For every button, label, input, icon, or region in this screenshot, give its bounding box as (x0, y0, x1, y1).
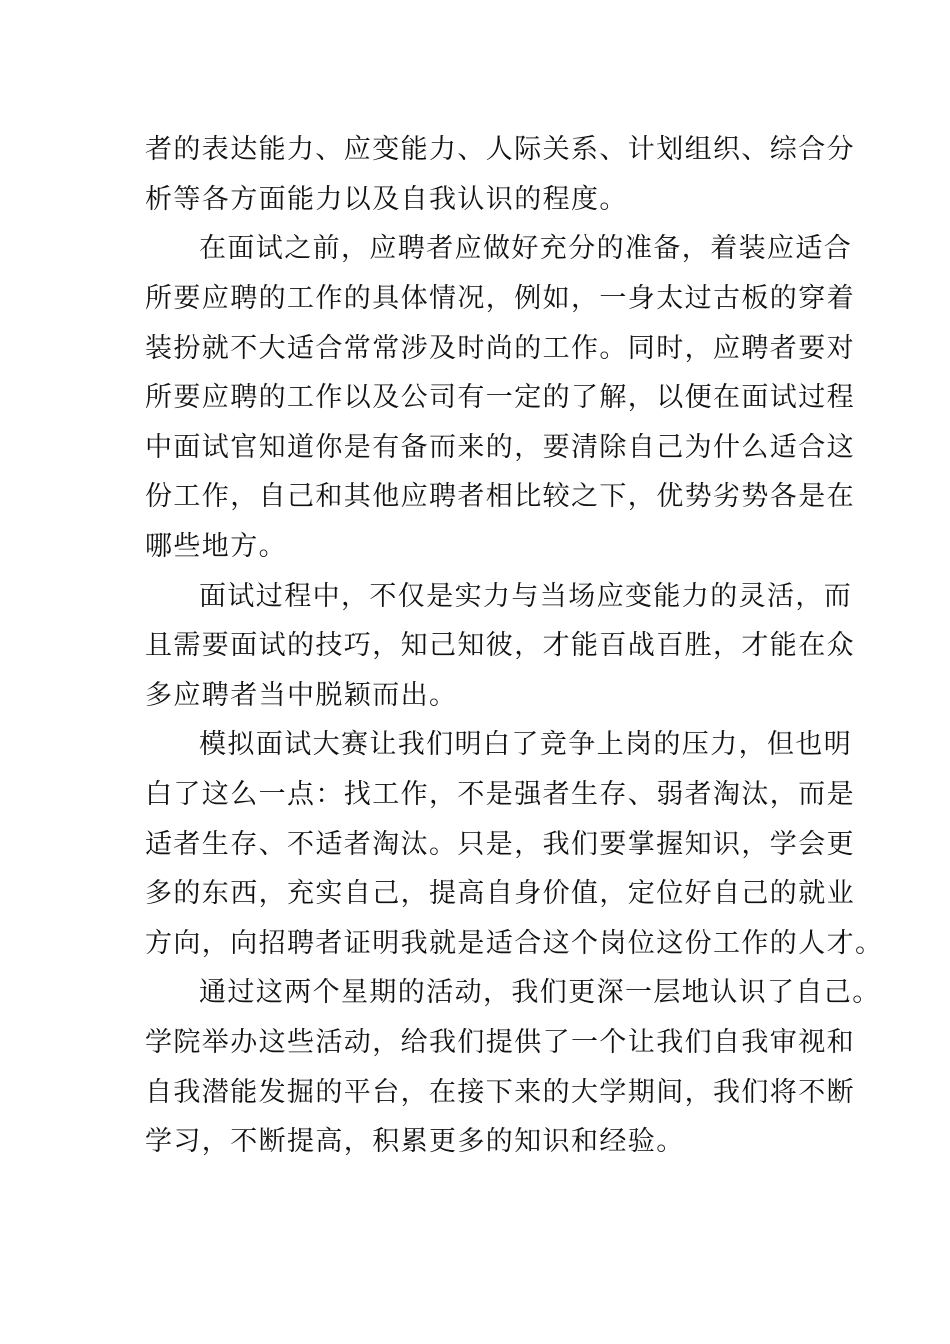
text-line: 且需要面试的技巧，知己知彼，才能百战百胜，才能在众 (145, 630, 855, 661)
paragraph-first-line: 模拟面试大赛让我们明白了竞争上岗的压力，但也明 (199, 729, 853, 760)
paragraph-first-line: 通过这两个星期的活动，我们更深一层地认识了自己。 (199, 977, 881, 1008)
text-line: 方向，向招聘者证明我就是适合这个岗位这份工作的人才。 (145, 928, 884, 959)
text-line: 中面试官知道你是有备而来的，要清除自己为什么适合这 (145, 432, 855, 463)
text-line: 哪些地方。 (145, 531, 287, 562)
paragraph-first-line: 在面试之前，应聘者应做好充分的准备，着装应适合 (199, 233, 853, 264)
text-line: 多的东西，充实自己，提高自身价值，定位好自己的就业 (145, 878, 855, 909)
text-line: 学院举办这些活动，给我们提供了一个让我们自我审视和 (145, 1027, 855, 1058)
text-line: 自我潜能发掘的平台，在接下来的大学期间，我们将不断 (145, 1077, 855, 1108)
text-line: 所要应聘的工作的具体情况，例如，一身太过古板的穿着 (145, 283, 855, 314)
text-line: 者的表达能力、应变能力、人际关系、计划组织、综合分 (145, 134, 855, 165)
text-line: 装扮就不大适合常常涉及时尚的工作。同时，应聘者要对 (145, 333, 855, 364)
paragraph-first-line: 面试过程中，不仅是实力与当场应变能力的灵活，而 (199, 581, 853, 612)
text-line: 适者生存、不适者淘汰。只是，我们要掌握知识，学会更 (145, 829, 855, 860)
text-line: 份工作，自己和其他应聘者相比较之下，优势劣势各是在 (145, 481, 855, 512)
text-line: 析等各方面能力以及自我认识的程度。 (145, 184, 628, 215)
text-line: 白了这么一点：找工作，不是强者生存、弱者淘汰，而是 (145, 779, 855, 810)
text-line: 多应聘者当中脱颖而出。 (145, 680, 458, 711)
text-line: 学习，不断提高，积累更多的知识和经验。 (145, 1126, 685, 1157)
text-line: 所要应聘的工作以及公司有一定的了解，以便在面试过程 (145, 382, 855, 413)
